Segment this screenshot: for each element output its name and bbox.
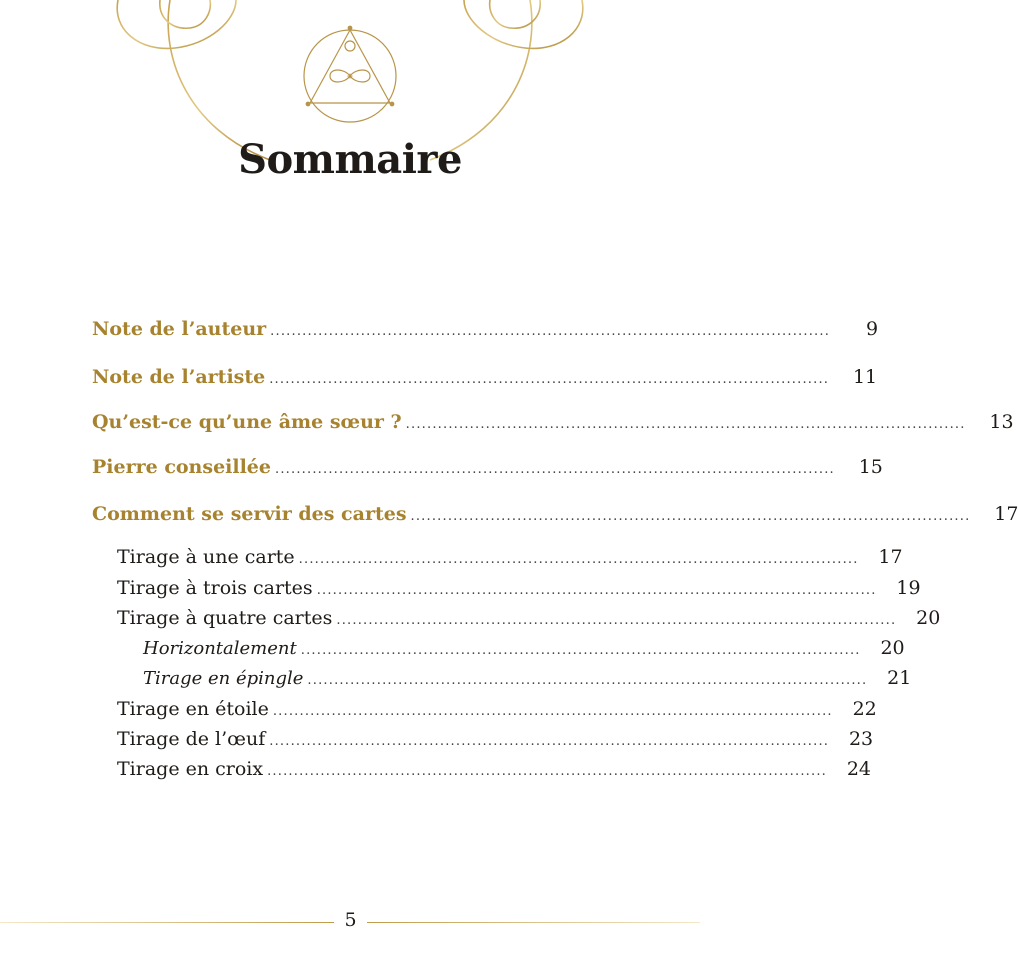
toc-entry-label: Tirage en épingle bbox=[143, 668, 304, 689]
leader-dots: ......................................................................................................... bbox=[300, 643, 861, 658]
toc-entry[interactable] bbox=[117, 577, 921, 599]
toc-entry[interactable] bbox=[117, 758, 871, 780]
toc-entry-page: 23 bbox=[848, 728, 874, 750]
toc-entry-label: Tirage de l’œuf bbox=[117, 728, 266, 750]
leader-dots: ......................................................................................................... bbox=[275, 462, 835, 477]
toc-entry-label: Note de l’auteur bbox=[92, 318, 267, 340]
leader-dots: ......................................................................................................... bbox=[298, 552, 859, 567]
leader-dots: ......................................................................................................... bbox=[405, 417, 966, 432]
toc-entry-page: 20 bbox=[880, 637, 905, 659]
leader-dots: ......................................................................................................... bbox=[269, 734, 830, 749]
toc-entry-page: 17 bbox=[878, 546, 903, 568]
toc-entry-page: 11 bbox=[852, 366, 878, 388]
leader-dots: ......................................................................................................... bbox=[307, 673, 868, 688]
toc-entry-label: Tirage à trois cartes bbox=[117, 577, 313, 599]
leader-dots: ......................................................................................................... bbox=[270, 324, 831, 339]
toc-entry-page: 13 bbox=[989, 411, 1014, 433]
toc-entry-label: Horizontalement bbox=[143, 638, 297, 659]
toc-entry[interactable] bbox=[117, 607, 941, 629]
toc-entry-label: Tirage à quatre cartes bbox=[117, 607, 333, 629]
toc-entry-page: 17 bbox=[994, 503, 1018, 525]
toc-entry[interactable] bbox=[143, 667, 912, 689]
footer-rule-left bbox=[0, 922, 334, 923]
leader-dots: ......................................................................................................... bbox=[269, 372, 830, 387]
toc-entry-label: Tirage en étoile bbox=[117, 698, 269, 720]
toc-entry[interactable] bbox=[143, 637, 905, 659]
toc-entry-label: Pierre conseillée bbox=[92, 456, 271, 478]
toc-entry-page: 19 bbox=[896, 577, 921, 599]
leader-dots: ......................................................................................................... bbox=[410, 509, 971, 524]
toc-entry[interactable] bbox=[92, 456, 883, 478]
triangle-infinity-emblem bbox=[304, 26, 396, 122]
toc-entry-label: Comment se servir des cartes bbox=[92, 503, 407, 525]
toc-entry[interactable] bbox=[117, 728, 874, 750]
toc-entry-page: 15 bbox=[858, 456, 883, 478]
leader-dots: ......................................................................................................... bbox=[316, 583, 877, 598]
toc-entry-page: 9 bbox=[865, 318, 879, 340]
toc-entry-page: 21 bbox=[887, 667, 912, 689]
toc-entry-label: Tirage à une carte bbox=[117, 546, 295, 568]
leader-dots: ......................................................................................................... bbox=[267, 764, 827, 779]
toc-entry[interactable] bbox=[117, 546, 903, 568]
leader-dots: ......................................................................................................... bbox=[336, 613, 897, 628]
page-title: Sommaire bbox=[238, 136, 462, 183]
toc-entry[interactable] bbox=[92, 411, 1014, 433]
toc-entry-label: Tirage en croix bbox=[117, 758, 264, 780]
footer-rule-right bbox=[367, 922, 700, 923]
toc-entry[interactable] bbox=[92, 318, 879, 340]
toc-entry[interactable] bbox=[92, 503, 1018, 525]
toc-entry-page: 20 bbox=[916, 607, 941, 629]
page-number: 5 bbox=[344, 909, 357, 931]
toc-entry[interactable] bbox=[117, 698, 877, 720]
toc-entry-page: 24 bbox=[846, 758, 871, 780]
toc-entry[interactable] bbox=[92, 366, 878, 388]
toc-entry-page: 22 bbox=[852, 698, 877, 720]
toc-entry-label: Note de l’artiste bbox=[92, 366, 266, 388]
toc-entry-label: Qu’est-ce qu’une âme sœur ? bbox=[92, 411, 402, 433]
leader-dots: ......................................................................................................... bbox=[272, 704, 833, 719]
